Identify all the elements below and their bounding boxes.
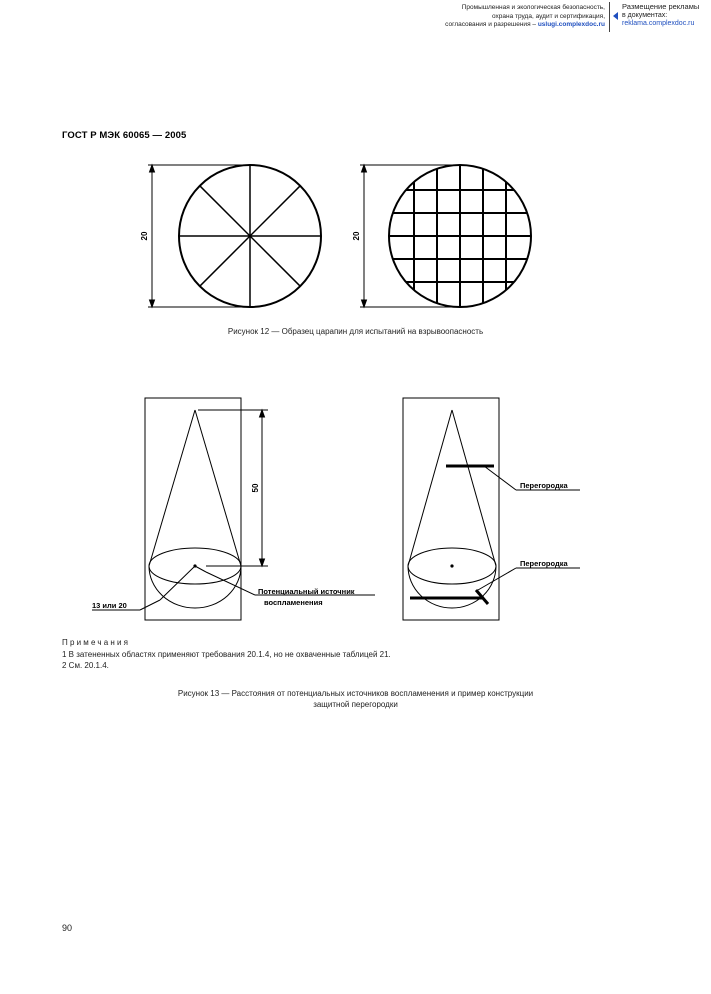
header-ads-line1: Размещение рекламы (622, 2, 700, 11)
header-services-line3 (400, 21, 605, 30)
figure-13-left-enclosure (145, 398, 241, 620)
header-ads-line2: в документах: (622, 11, 668, 19)
left-triangle-icon (613, 12, 618, 20)
figure-12-caption: Рисунок 12 — Образец царапин для испытаний на взрывоопасность (227, 327, 484, 336)
header-divider (609, 2, 610, 32)
figure-13-barrier-bottom (410, 590, 488, 604)
header-services-link[interactable]: uslugi.complexdoc.ru (537, 21, 605, 28)
header-services-prefix: согласования и разрешения – (445, 21, 538, 28)
figure-12-radial-scratch-pattern (179, 165, 321, 307)
header-services-block (400, 4, 605, 30)
notes-heading: Примечания (62, 638, 131, 647)
header-ads-block (622, 3, 710, 29)
figure-13-left-source-point (193, 564, 196, 567)
figure-13-barrier-bottom-label: Перегородка (520, 559, 568, 568)
figure-13-radius-label: 13 или 20 (92, 601, 127, 610)
document-title: ГОСТ Р МЭК 60065 — 2005 (62, 130, 187, 141)
figure-13-source-label-line2: воспламенения (264, 598, 323, 607)
page-number: 90 (62, 923, 73, 933)
figure-12-drawing (130, 155, 550, 320)
header-ads-link[interactable]: reklama.complexdoc.ru (622, 20, 695, 27)
figure-13-barrier-bottom-leader (478, 568, 580, 590)
header-services-line1: Промышленная и экологическая безопасность, (461, 4, 605, 11)
note-item-1: 1 В затененных областях применяют требования 20.1.4, но не охваченные таблицей 21. (62, 650, 391, 659)
figure-13-caption-line1: Рисунок 13 — Расстояния от потенциальных источников воспламенения и пример конструкции (177, 689, 534, 698)
figure-12-right-dim-label: 20 (352, 231, 361, 241)
figure-13-drawing (80, 390, 600, 630)
figure-13-left-cone (149, 410, 241, 608)
figure-13-caption-line2: защитной перегородки (313, 700, 398, 709)
header-services-line2: охрана труда, аудит и сертификация, (491, 12, 605, 20)
note-item-2: 2 См. 20.1.4. (62, 661, 109, 670)
figure-13-barrier-top-label: Перегородка (520, 481, 568, 490)
figure-13-right-source-point (450, 564, 453, 567)
figure-12-grid-scratch-pattern (389, 165, 531, 307)
figure-12-left-dim-label: 20 (140, 231, 149, 241)
figure-13-height-dim-label: 50 (251, 483, 260, 493)
figure-13-right-cone (408, 410, 496, 608)
figure-13-source-label-line1: Потенциальный источник (258, 587, 355, 596)
